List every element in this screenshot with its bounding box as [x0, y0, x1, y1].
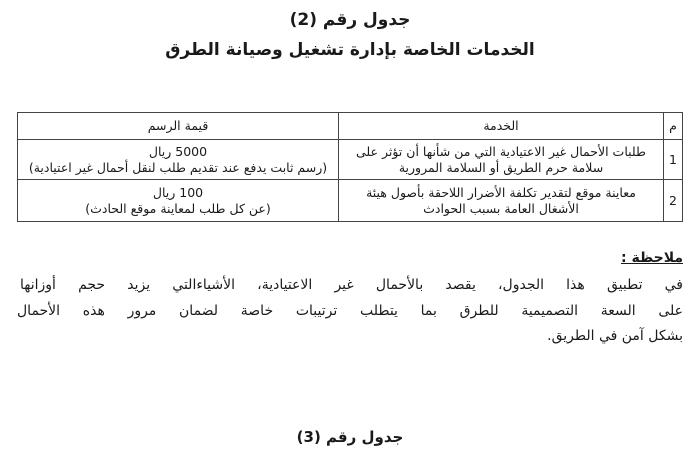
header-service: الخدمة — [339, 113, 664, 140]
note-line: على السعة التصميمية للطرق بما يتطلب ترتيبات خاصة لضمان مرور هذه الأحمال — [17, 303, 683, 319]
row-fee-cell — [18, 180, 339, 222]
row-fee-note: (عن كل طلب لمعاينة موقع الحادث) — [85, 200, 271, 216]
next-table-title: جدول رقم (3) — [296, 428, 404, 446]
note-label: ملاحظة : — [621, 250, 683, 266]
table-subtitle: الخدمات الخاصة بإدارة تشغيل وصيانة الطرق — [165, 40, 535, 60]
table-row — [18, 180, 683, 222]
header-number: م — [664, 113, 683, 140]
note-line: في تطبيق هذا الجدول، يقصد بالأحمال غير الاعتيادية، الأشياءالتي يزيد حجم أوزانها — [20, 277, 683, 293]
table-header-row — [18, 113, 683, 140]
table-row — [18, 140, 683, 180]
row-fee-cell — [18, 140, 339, 180]
header-fee: قيمة الرسم — [18, 113, 339, 140]
row-service: طلبات الأحمال غير الاعتيادية التي من شأنها أن تؤثر على سلامة حرم الطريق أو السلامة المرورية — [339, 140, 664, 180]
row-service: معاينة موقع لتقدير تكلفة الأضرار اللاحقة بأصول هيئة الأشغال العامة بسبب الحوادث — [339, 180, 664, 222]
note-line: بشكل آمن في الطريق. — [547, 328, 683, 344]
row-fee: 5000 ريال — [148, 143, 208, 159]
row-fee-note: (رسم ثابت يدفع عند تقديم طلب لنقل أحمال غير اعتيادية) — [28, 159, 328, 175]
fees-table — [17, 112, 683, 222]
table-number-title: جدول رقم (2) — [289, 10, 411, 30]
row-number: 2 — [664, 180, 683, 222]
row-fee: 100 ريال — [152, 184, 204, 200]
row-number: 1 — [664, 140, 683, 180]
